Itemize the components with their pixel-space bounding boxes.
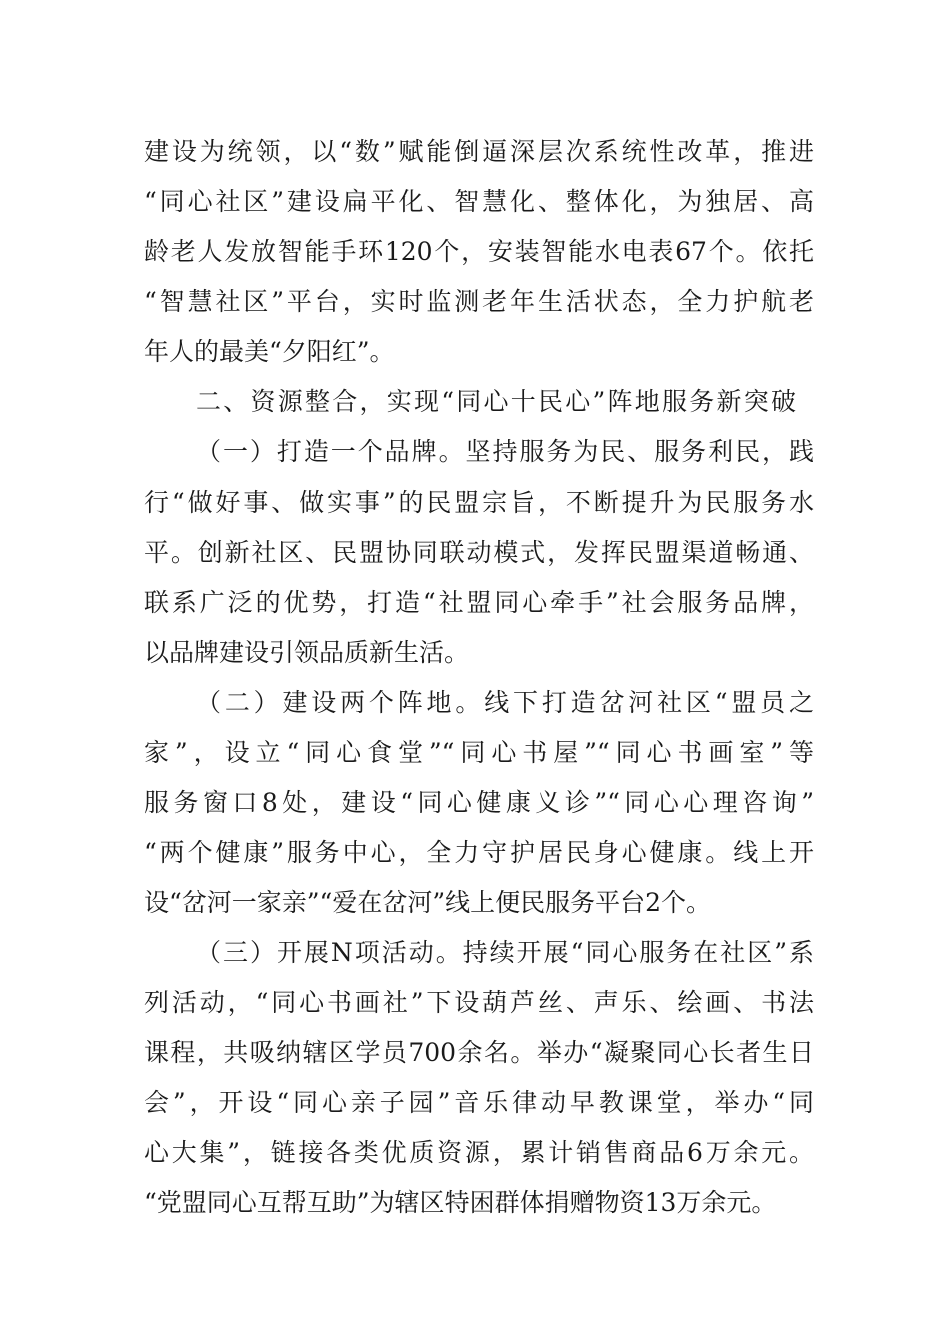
- text-line: “同心社区”建设扁平化、智慧化、整体化，为独居、高: [144, 187, 814, 216]
- text-line: 行“做好事、做实事”的民盟宗旨，不断提升为民服务水: [144, 488, 814, 517]
- text-line: 列活动，“同心书画社”下设葫芦丝、声乐、绘画、书法: [144, 988, 814, 1017]
- text-line: 服务窗口8处，建设“同心健康义诊”“同心心理咨询”: [144, 788, 814, 817]
- text-line: 建设为统领，以“数”赋能倒逼深层次系统性改革，推进: [144, 137, 814, 166]
- text-line: “智慧社区”平台，实时监测老年生活状态，全力护航老: [144, 287, 814, 316]
- text-line: 龄老人发放智能手环120个，安装智能水电表67个。依托: [144, 237, 814, 266]
- paragraph-first-line: （二）建设两个阵地。线下打造岔河社区“盟员之: [196, 688, 814, 717]
- text-line: 会”，开设“同心亲子园”音乐律动早教课堂，举办“同: [144, 1088, 814, 1117]
- text-line: 家”，设立“同心食堂”“同心书屋”“同心书画室”等: [144, 738, 814, 767]
- text-line: 联系广泛的优势，打造“社盟同心牵手”社会服务品牌，: [144, 588, 814, 617]
- text-line: 以品牌建设引领品质新生活。: [144, 638, 470, 667]
- text-line: 年人的最美“夕阳红”。: [144, 337, 395, 366]
- paragraph-first-line: （三）开展N项活动。持续开展“同心服务在社区”系: [196, 938, 814, 967]
- text-line: 课程，共吸纳辖区学员700余名。举办“凝聚同心长者生日: [144, 1038, 814, 1067]
- section-heading: 二、资源整合，实现“同心十民心”阵地服务新突破: [196, 387, 796, 416]
- text-line: 心大集”，链接各类优质资源，累计销售商品6万余元。: [144, 1138, 814, 1167]
- paragraph-first-line: （一）打造一个品牌。坚持服务为民、服务利民，践: [196, 437, 814, 466]
- text-line: 设“岔河一家亲”“爱在岔河”线上便民服务平台2个。: [144, 888, 712, 917]
- text-line: 平。创新社区、民盟协同联动模式，发挥民盟渠道畅通、: [144, 538, 814, 567]
- text-line: “党盟同心互帮互助”为辖区特困群体捐赠物资13万余元。: [144, 1188, 777, 1217]
- text-line: “两个健康”服务中心，全力守护居民身心健康。线上开: [144, 838, 814, 867]
